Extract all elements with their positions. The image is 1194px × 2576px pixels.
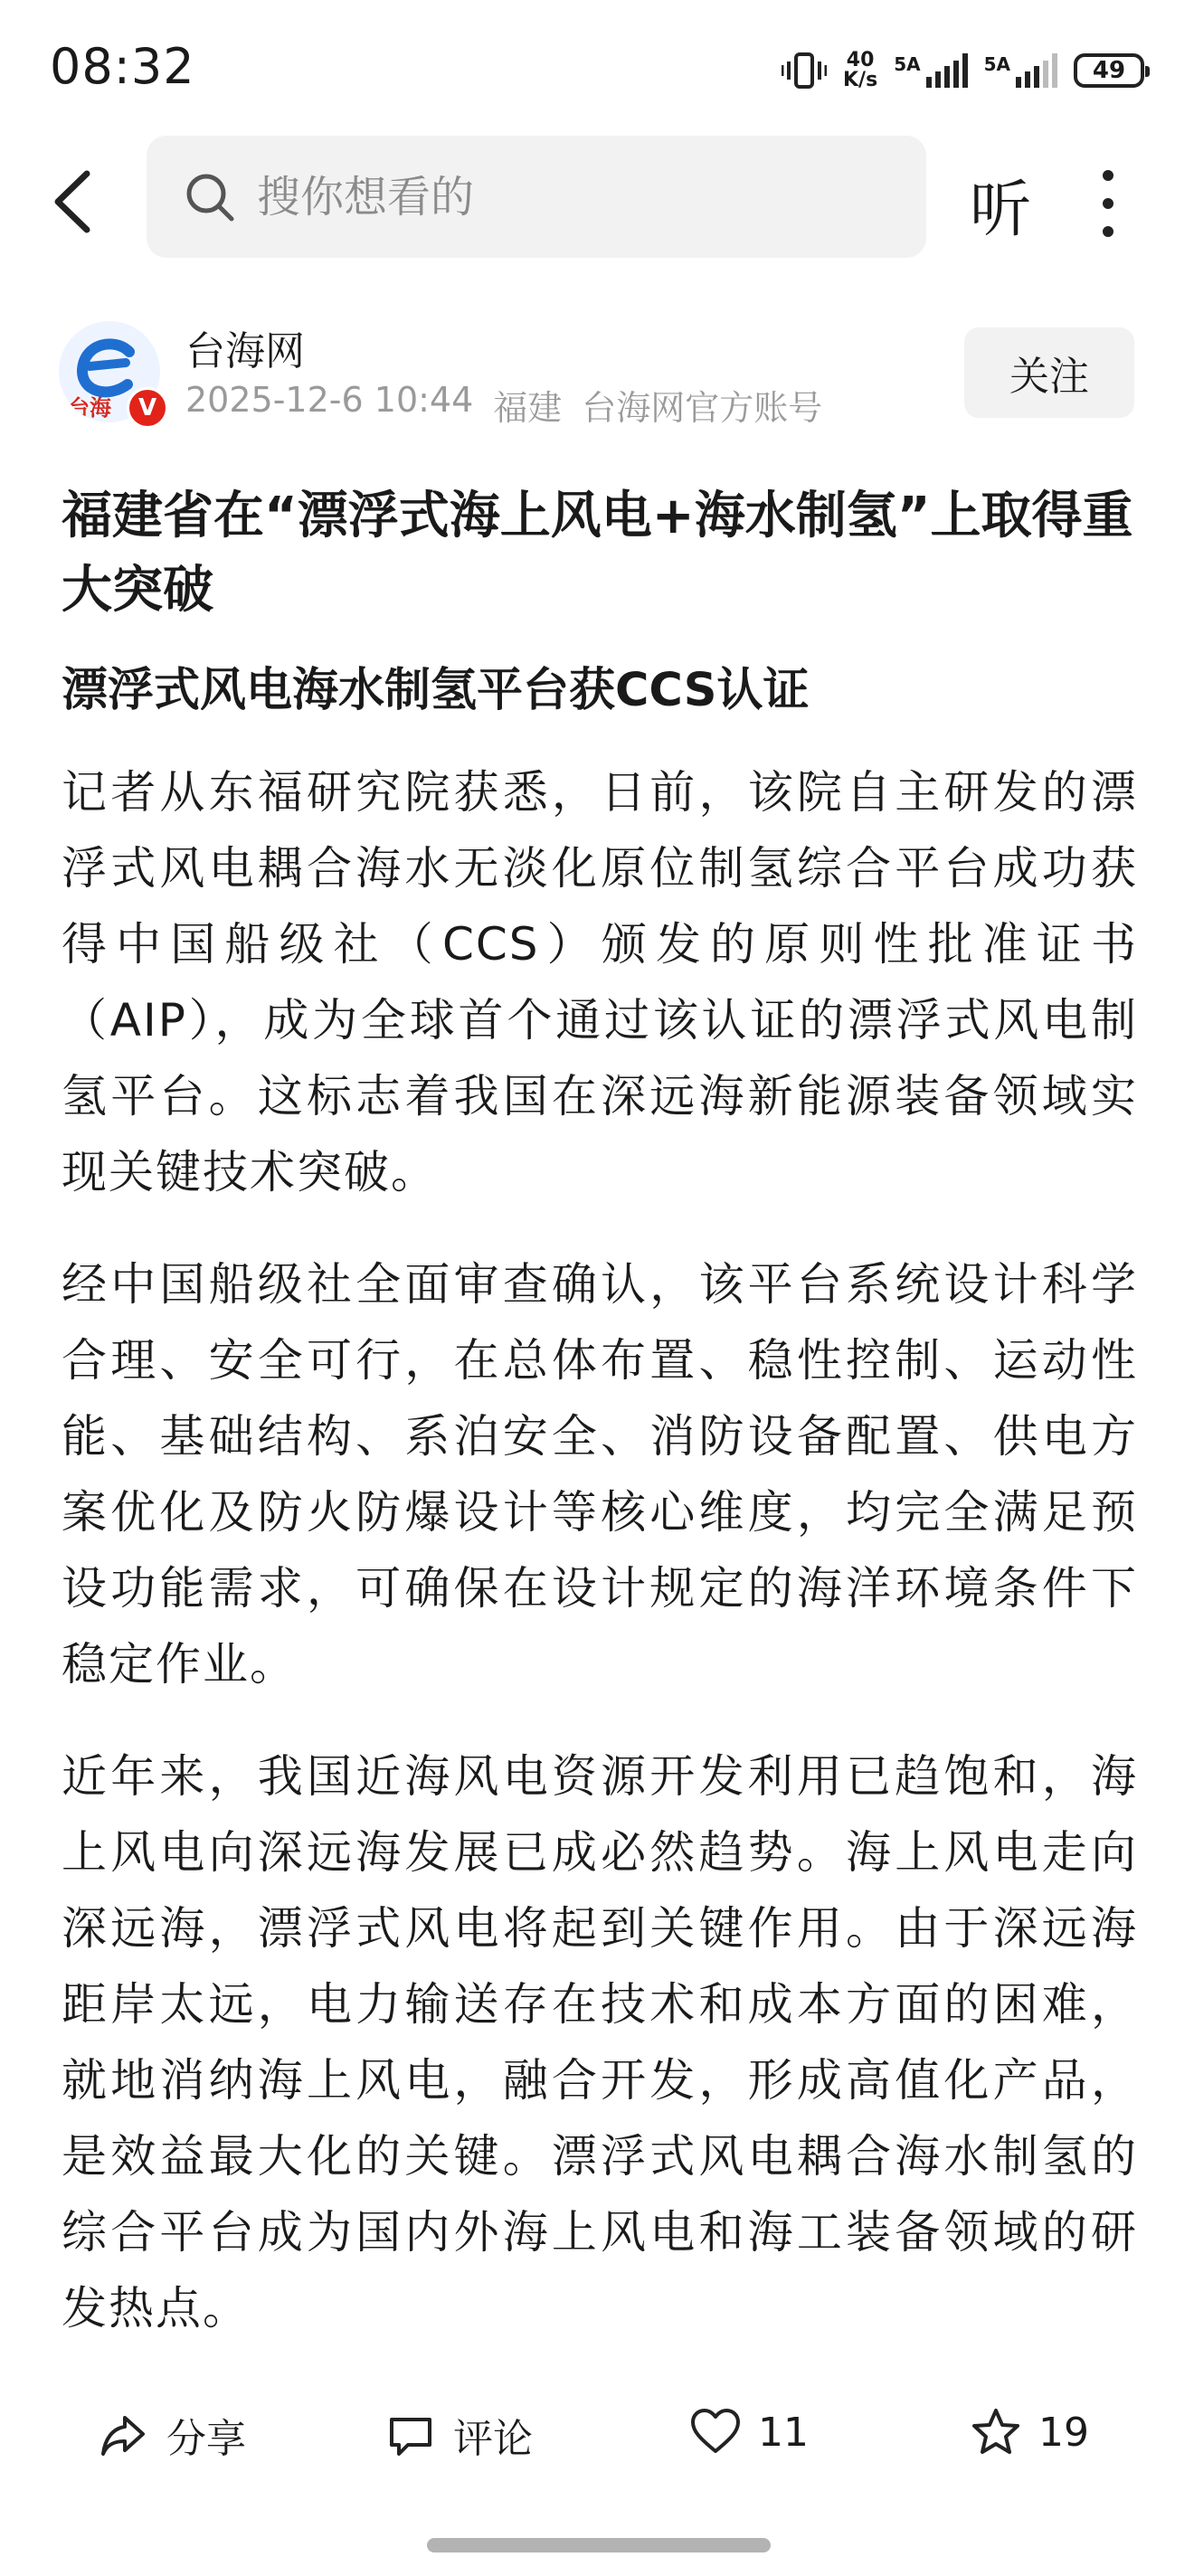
comment-button[interactable]: [384, 2406, 533, 2464]
signal-label: 5A: [894, 53, 921, 75]
comment-label: 评论: [453, 2416, 533, 2462]
search-placeholder: 搜你想看的: [257, 172, 475, 223]
verified-badge: V: [127, 387, 168, 429]
signal-label-2: 5A: [983, 53, 1010, 75]
status-time: 08:32: [50, 38, 195, 95]
account-type: 台海网官方账号: [582, 388, 823, 428]
publish-location: 福建: [493, 388, 563, 428]
star-icon: [970, 2406, 1022, 2458]
more-button[interactable]: [1090, 163, 1126, 244]
chevron-left-icon: [43, 161, 107, 242]
signal-icon: [894, 53, 967, 88]
like-count: 11: [758, 2409, 809, 2456]
signal-icon-2: [984, 53, 1057, 88]
heart-icon: [689, 2406, 742, 2458]
article-subtitle: 漂浮式风电海水制氢平台获CCS认证: [62, 664, 810, 717]
network-speed-unit: K/s: [843, 69, 878, 91]
more-vertical-icon: [1090, 163, 1126, 244]
home-indicator[interactable]: [427, 2538, 771, 2552]
comment-icon: [384, 2409, 437, 2461]
listen-button[interactable]: 听: [970, 175, 1032, 246]
favorite-count: 19: [1038, 2409, 1089, 2456]
svg-text:台海: 台海: [68, 395, 111, 421]
article-meta: [185, 380, 822, 430]
search-bar[interactable]: [147, 136, 926, 258]
battery-icon: [1074, 53, 1144, 88]
favorite-button[interactable]: [970, 2406, 1089, 2458]
like-button[interactable]: [689, 2406, 809, 2458]
article-paragraph: 近年来，我国近海风电资源开发利用已趋饱和，海上风电向深远海发展已成必然趋势。海上风电走向深远海，漂浮式风电将起到关键作用。由于深远海距岸太远，电力输送存在技术和成本方面的困难，就地消纳海上风电，融合开发，形成高值化产品，是效益最大化的关键。漂浮式风电耦合海水制氢的综合平台成为国内外海上风电和海工装备领域的研发热点。: [62, 1750, 1138, 2334]
article-content: [62, 479, 1138, 2363]
network-speed: [843, 51, 877, 90]
share-button[interactable]: [98, 2406, 246, 2464]
article-title: 福建省在“漂浮式海上风电+海水制氢”上取得重大突破: [62, 487, 1133, 620]
vibrate-icon: [782, 51, 827, 90]
article-paragraph: 经中国船级社全面审查确认，该平台系统设计科学合理、安全可行，在总体布置、稳性控制、运动性能、基础结构、系泊安全、消防设备配置、供电方案优化及防火防爆设计等核心维度，均完全满足预设功能需求，可确保在设计规定的海洋环境条件下稳定作业。: [62, 1258, 1138, 1690]
publish-date: 2025-12-6: [185, 380, 364, 420]
share-label: 分享: [166, 2416, 246, 2462]
share-icon: [98, 2409, 150, 2461]
status-bar: [0, 0, 1194, 136]
network-speed-value: 40: [846, 49, 875, 71]
author-name[interactable]: 台海网: [185, 328, 305, 374]
publish-time: 10:44: [374, 380, 474, 420]
search-icon: [183, 170, 237, 224]
article-paragraph: 记者从东福研究院获悉，日前，该院自主研发的漂浮式风电耦合海水无淡化原位制氢综合平台成功获得中国船级社（CCS）颁发的原则性批准证书（AIP），成为全球首个通过该认证的漂浮式风电制氢平台。这标志着我国在深远海新能源装备领域实现关键技术突破。: [62, 766, 1138, 1198]
back-button[interactable]: [43, 161, 107, 242]
battery-level: 49: [1092, 57, 1126, 84]
follow-button[interactable]: 关注: [964, 327, 1134, 418]
bottom-action-bar: [0, 2379, 1194, 2487]
status-icons: [782, 43, 1144, 98]
